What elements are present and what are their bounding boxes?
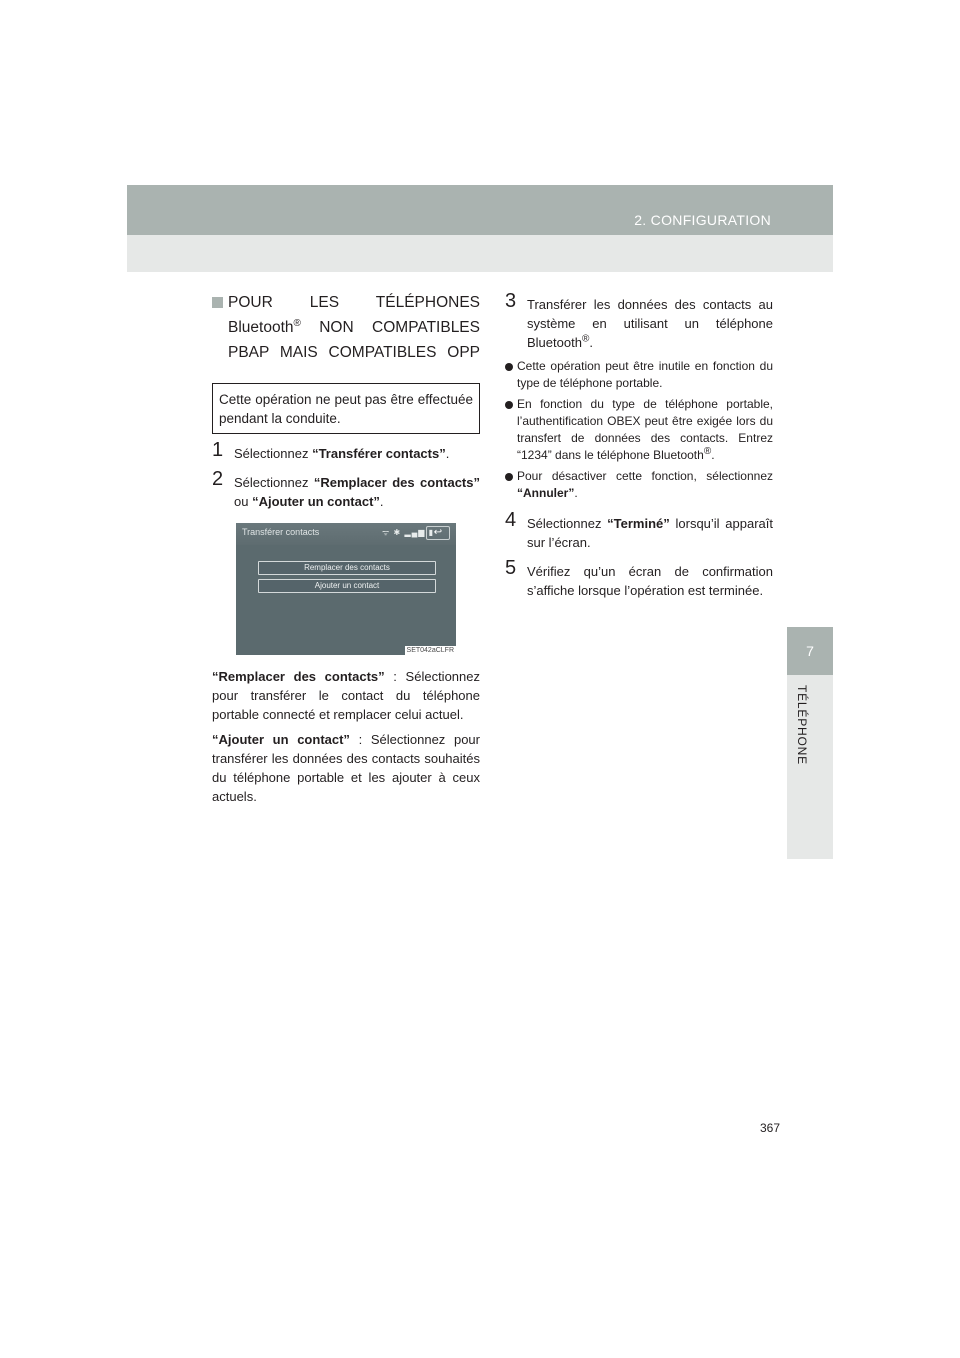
right-column bbox=[505, 290, 773, 600]
bullet-icon bbox=[505, 473, 513, 481]
note-bullet-1: Cette opération peut être inutile en fonction du type de téléphone portable. bbox=[505, 358, 773, 392]
status-icons: ᯤ ✱ ▂▄▆ ▮ bbox=[382, 528, 435, 537]
step-1: 1 Sélectionnez “Transférer contacts”. bbox=[212, 439, 450, 461]
section-title: 2. CONFIGURATION bbox=[634, 212, 771, 228]
step-number: 5 bbox=[505, 557, 517, 579]
step-2: 2 Sélectionnez “Remplacer des contacts” ou “Ajouter un contact”. bbox=[212, 468, 480, 509]
bullet-icon bbox=[505, 363, 513, 371]
step-3: 3 Transférer les données des contacts au système en utilisant un téléphone Bluetooth®. bbox=[505, 290, 773, 350]
screen-title: Transférer contacts bbox=[242, 527, 320, 537]
screen-illustration bbox=[236, 523, 456, 655]
driving-notice: Cette opération ne peut pas être effectuée pendant la conduite. bbox=[212, 383, 480, 434]
chapter-label: TÉLÉPHONE bbox=[795, 685, 809, 765]
step-number: 2 bbox=[212, 468, 224, 490]
left-column bbox=[212, 290, 480, 806]
add-contact-button: Ajouter un contact bbox=[258, 579, 436, 593]
replace-description: “Remplacer des contacts” : Sélectionnez pour transférer le contact du téléphone portable connecté et remplacer celui actuel. bbox=[212, 669, 480, 722]
back-icon: ↩ bbox=[426, 526, 450, 540]
heading-line-1: POUR LES TÉLÉPHONES bbox=[228, 294, 480, 311]
header-subband bbox=[127, 235, 833, 272]
heading-line-3: PBAP MAIS COMPATIBLES OPP bbox=[228, 344, 480, 361]
add-description: “Ajouter un contact” : Sélectionnez pour transférer les données des contacts souhaités du téléphone portable et les ajouter à ceux actuels. bbox=[212, 732, 480, 804]
bullet-icon bbox=[505, 401, 513, 409]
step-number: 4 bbox=[505, 509, 517, 531]
section-heading bbox=[212, 290, 480, 365]
step-number: 3 bbox=[505, 290, 517, 312]
figure-code: SET042aCLFR bbox=[406, 647, 454, 654]
chapter-number-tab: 7 bbox=[787, 627, 833, 675]
note-bullet-2: En fonction du type de téléphone portable, l’authentification OBEX peut être exigée lors du transfert de données des contacts. Entrez “1234” dans le téléphone Bluetooth®. bbox=[505, 396, 773, 464]
square-bullet-icon bbox=[212, 297, 223, 308]
step-number: 1 bbox=[212, 439, 224, 461]
page-number: 367 bbox=[760, 1121, 781, 1135]
note-bullet-3: Pour désactiver cette fonction, sélectionnez “Annuler”. bbox=[505, 468, 773, 502]
step-4: 4 Sélectionnez “Terminé” lorsqu’il apparaît sur l’écran. bbox=[505, 509, 773, 550]
step-5: 5 Vérifiez qu’un écran de confirmation s’affiche lorsque l’opération est terminée. bbox=[505, 557, 773, 598]
replace-contacts-button: Remplacer des contacts bbox=[258, 561, 436, 575]
heading-line-2: Bluetooth® NON COMPATIBLES bbox=[228, 317, 480, 336]
